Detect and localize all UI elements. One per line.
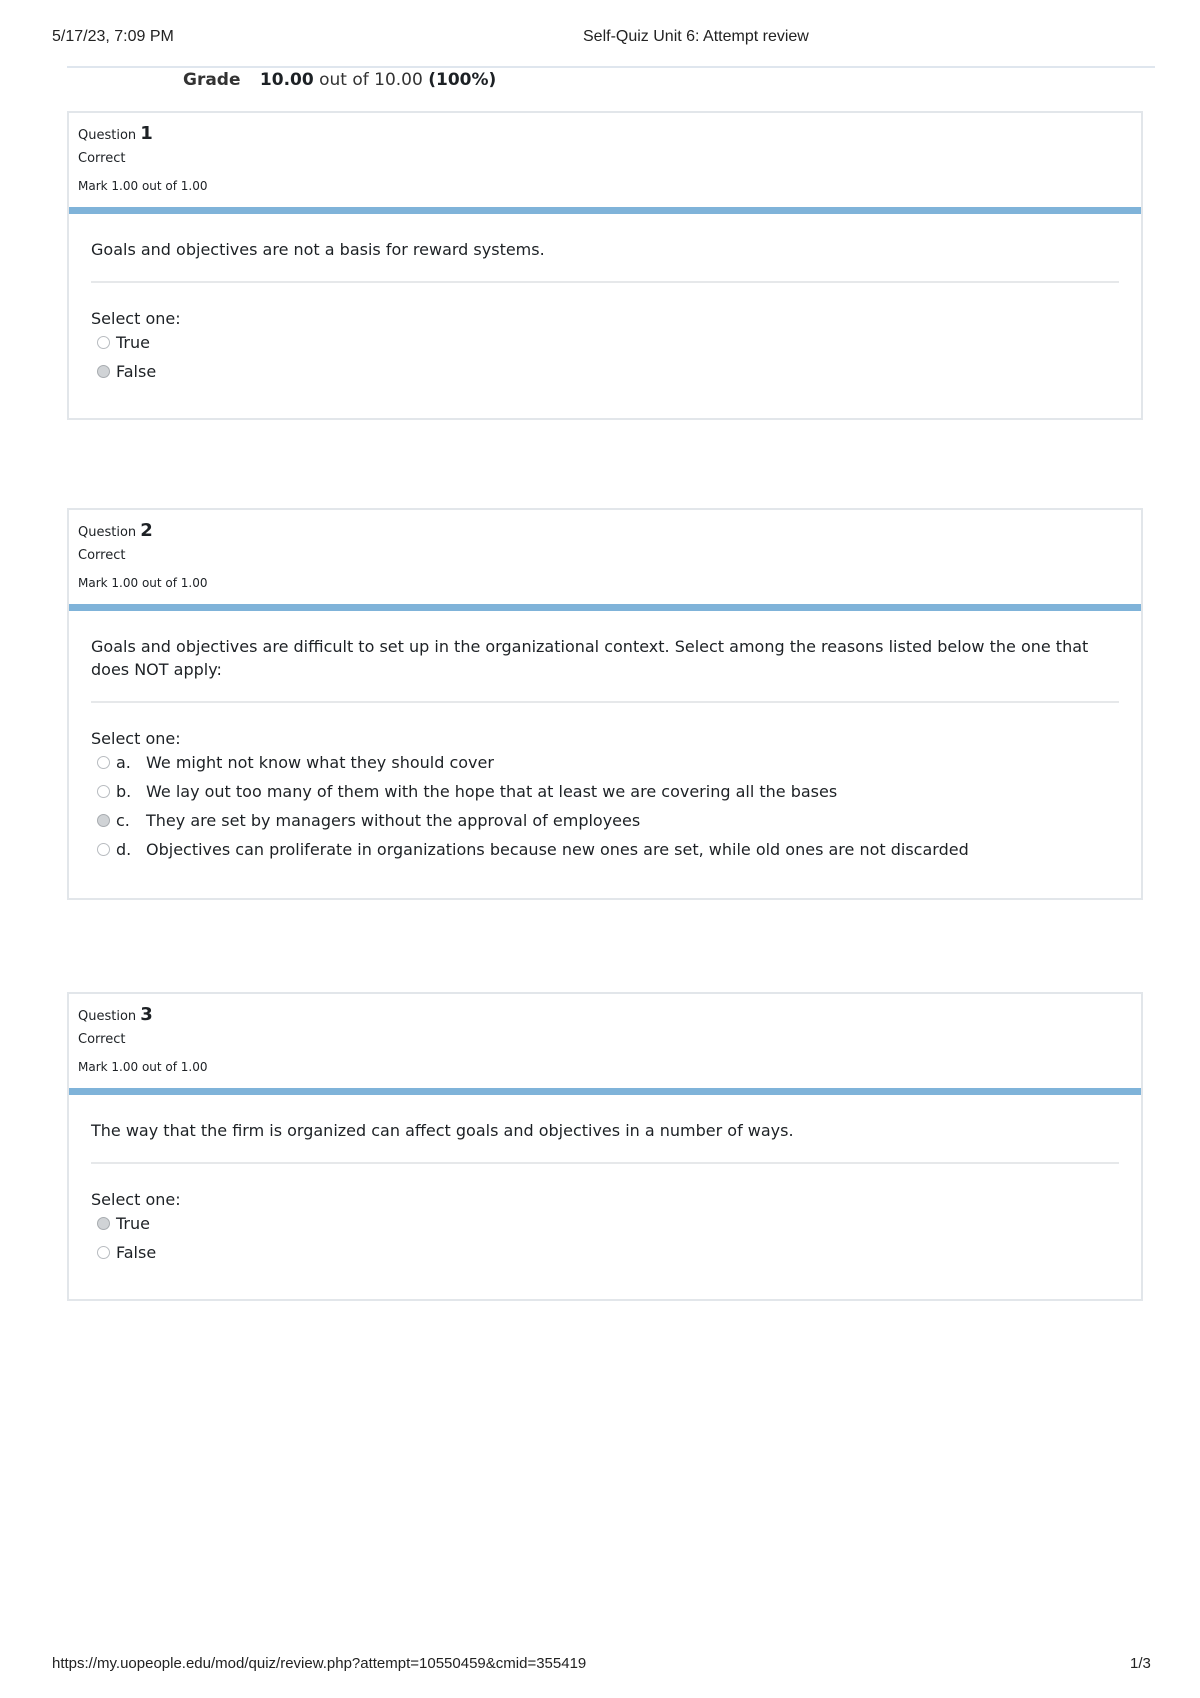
radio-button[interactable] bbox=[97, 1246, 110, 1259]
grade-summary bbox=[183, 70, 496, 90]
radio-button[interactable] bbox=[97, 843, 110, 856]
answer-option-text: True bbox=[116, 1214, 150, 1233]
question-status-bar bbox=[69, 604, 1141, 611]
question-status-bar bbox=[69, 207, 1141, 214]
answer-option-letter: b. bbox=[116, 782, 132, 801]
answer-option-text: We might not know what they should cover bbox=[146, 753, 494, 772]
answer-option-text: True bbox=[116, 333, 150, 352]
answer-option-text: We lay out too many of them with the hope that at least we are covering all the bases bbox=[146, 782, 838, 801]
answer-option-letter: d. bbox=[116, 840, 132, 859]
answer-option-b[interactable] bbox=[91, 777, 1119, 806]
question-status-bar bbox=[69, 1088, 1141, 1095]
question-mark: Mark 1.00 out of 1.00 bbox=[78, 1060, 208, 1074]
radio-button[interactable] bbox=[97, 756, 110, 769]
page-url: https://my.uopeople.edu/mod/quiz/review.php?attempt=10550459&cmid=355419 bbox=[52, 1655, 587, 1672]
question-number-value: 3 bbox=[140, 1004, 153, 1025]
question-3 bbox=[67, 992, 1143, 1301]
answer-option-a[interactable] bbox=[91, 748, 1119, 777]
header-divider bbox=[67, 66, 1155, 68]
select-one-label: Select one: bbox=[91, 729, 181, 748]
answer-option-true[interactable] bbox=[91, 1209, 1119, 1238]
question-content bbox=[69, 214, 1141, 418]
answer-option-letter: a. bbox=[116, 753, 131, 772]
question-2 bbox=[67, 508, 1143, 900]
question-number bbox=[78, 520, 1131, 544]
answer-option-text: They are set by managers without the approval of employees bbox=[146, 811, 641, 830]
radio-button[interactable] bbox=[97, 336, 110, 349]
question-label: Question bbox=[78, 1009, 137, 1024]
question-number-value: 2 bbox=[140, 520, 153, 541]
page-title: Self-Quiz Unit 6: Attempt review bbox=[583, 28, 809, 45]
grade-percent: (100%) bbox=[428, 70, 497, 90]
radio-button-checked[interactable] bbox=[97, 814, 110, 827]
radio-button[interactable] bbox=[97, 785, 110, 798]
question-1 bbox=[67, 111, 1143, 420]
question-info bbox=[69, 113, 1141, 207]
question-text: The way that the firm is organized can affect goals and objectives in a number of ways. bbox=[91, 1119, 1119, 1164]
question-text: Goals and objectives are not a basis for reward systems. bbox=[91, 238, 1119, 283]
question-text: Goals and objectives are difficult to set up in the organizational context. Select among the reasons listed below the one that does NOT apply: bbox=[91, 635, 1119, 703]
question-state: Correct bbox=[78, 548, 126, 563]
question-number-value: 1 bbox=[140, 123, 153, 144]
answer-option-d[interactable] bbox=[91, 835, 1119, 864]
answer-option-false[interactable] bbox=[91, 1238, 1119, 1267]
question-number bbox=[78, 1004, 1131, 1028]
question-content bbox=[69, 611, 1141, 898]
print-header bbox=[0, 0, 1200, 60]
question-info bbox=[69, 994, 1141, 1088]
select-one-label: Select one: bbox=[91, 309, 181, 328]
question-mark: Mark 1.00 out of 1.00 bbox=[78, 179, 208, 193]
answer-option-text: False bbox=[116, 362, 157, 381]
print-date: 5/17/23, 7:09 PM bbox=[52, 28, 174, 45]
question-label: Question bbox=[78, 128, 137, 143]
question-state: Correct bbox=[78, 1032, 126, 1047]
answer-option-false[interactable] bbox=[91, 357, 1119, 386]
answer-option-letter: c. bbox=[116, 811, 130, 830]
question-label: Question bbox=[78, 525, 137, 540]
grade-value: 10.00 bbox=[259, 70, 314, 90]
answer-option-c[interactable] bbox=[91, 806, 1119, 835]
question-info bbox=[69, 510, 1141, 604]
answer-option-true[interactable] bbox=[91, 328, 1119, 357]
select-one-label: Select one: bbox=[91, 1190, 181, 1209]
question-number bbox=[78, 123, 1131, 147]
answer-option-text: False bbox=[116, 1243, 157, 1262]
answer-option-text: Objectives can proliferate in organizations because new ones are set, while old ones are not discarded bbox=[146, 840, 969, 859]
grade-out-of: out of 10.00 bbox=[319, 70, 423, 90]
question-content bbox=[69, 1095, 1141, 1299]
radio-button-checked[interactable] bbox=[97, 365, 110, 378]
grade-label: Grade bbox=[183, 70, 241, 90]
question-mark: Mark 1.00 out of 1.00 bbox=[78, 576, 208, 590]
page-number: 1/3 bbox=[1130, 1655, 1151, 1672]
radio-button-checked[interactable] bbox=[97, 1217, 110, 1230]
question-state: Correct bbox=[78, 151, 126, 166]
